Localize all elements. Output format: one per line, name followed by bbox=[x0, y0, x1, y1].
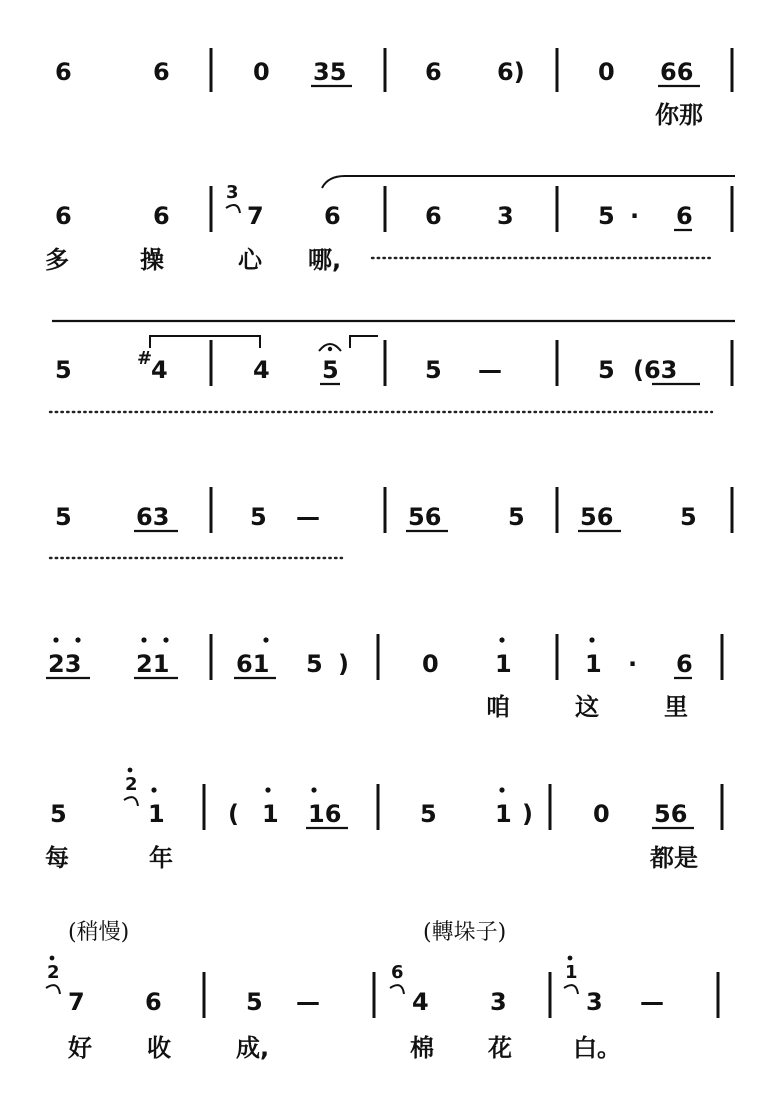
high-octave-dot bbox=[568, 956, 573, 961]
note-pair: 56 bbox=[654, 800, 688, 828]
lyric: 都是 bbox=[650, 844, 698, 872]
note-pair: 21 bbox=[136, 650, 170, 678]
note-pair: 63 bbox=[136, 503, 170, 531]
lyric: 好 bbox=[68, 1034, 92, 1062]
note: 5 bbox=[246, 988, 263, 1016]
high-octave-dot bbox=[589, 637, 594, 642]
lyric: 多 bbox=[45, 246, 69, 274]
note: 3 bbox=[497, 202, 514, 230]
dash: — bbox=[478, 356, 502, 384]
note: 5 bbox=[598, 356, 615, 384]
grace-note: 6 bbox=[391, 962, 404, 983]
dash: — bbox=[296, 503, 320, 531]
dash: — bbox=[640, 988, 664, 1016]
note-pair: 56 bbox=[408, 503, 442, 531]
system-3 bbox=[50, 321, 735, 412]
system-4 bbox=[50, 487, 732, 558]
lyric: 收 bbox=[147, 1034, 171, 1062]
grace-mark bbox=[124, 797, 138, 806]
note: 0 bbox=[422, 650, 439, 678]
lyric: 白。 bbox=[573, 1034, 621, 1062]
note: 1 bbox=[148, 800, 165, 828]
lyric: 年 bbox=[149, 844, 173, 872]
lyric: 哪, bbox=[308, 246, 342, 274]
note: 4 bbox=[412, 988, 429, 1016]
dash: — bbox=[296, 988, 320, 1016]
note: 6) bbox=[497, 58, 525, 86]
dot: · bbox=[628, 650, 638, 678]
note: 0 bbox=[593, 800, 610, 828]
paren: ) bbox=[338, 650, 349, 678]
note: 7 bbox=[247, 202, 264, 230]
grace-mark bbox=[390, 985, 404, 994]
grace-note: 2 bbox=[125, 774, 138, 795]
style-marking: (轉垛子) bbox=[423, 920, 507, 945]
high-octave-dot bbox=[311, 787, 316, 792]
note: 5 bbox=[680, 503, 697, 531]
high-octave-dot bbox=[265, 787, 270, 792]
note: 1 bbox=[495, 800, 512, 828]
lyric: 花 bbox=[488, 1034, 512, 1062]
system-6 bbox=[45, 768, 722, 872]
system-7 bbox=[46, 920, 718, 1062]
lyric: 操 bbox=[140, 246, 164, 274]
note: 6 bbox=[324, 202, 341, 230]
note: 5 bbox=[508, 503, 525, 531]
high-octave-dot bbox=[128, 768, 133, 773]
note: 5 bbox=[50, 800, 67, 828]
tie-bracket bbox=[350, 336, 378, 348]
high-octave-dot bbox=[151, 787, 156, 792]
lyric: 心 bbox=[238, 246, 262, 274]
grace-mark bbox=[46, 985, 60, 994]
note: 0 bbox=[598, 58, 615, 86]
lyric: 每 bbox=[45, 844, 69, 872]
note: 5 bbox=[55, 503, 72, 531]
high-octave-dot bbox=[50, 956, 55, 961]
note: 4 bbox=[253, 356, 270, 384]
note-pair: 16 bbox=[308, 800, 342, 828]
note: 6 bbox=[425, 202, 442, 230]
note-group: (63 bbox=[633, 356, 678, 384]
paren: ) bbox=[522, 800, 533, 828]
note-pair: 56 bbox=[580, 503, 614, 531]
sharp-sign: # bbox=[137, 348, 153, 369]
note: 5 bbox=[425, 356, 442, 384]
high-octave-dot bbox=[163, 637, 168, 642]
tie-bracket bbox=[150, 336, 260, 348]
high-octave-dot bbox=[263, 637, 268, 642]
barline-value bbox=[0, 0, 5, 4]
note-pair: 35 bbox=[313, 58, 347, 86]
note: 6 bbox=[676, 650, 693, 678]
note: 5 bbox=[250, 503, 267, 531]
lyric: 你那 bbox=[655, 101, 703, 129]
note: 5 bbox=[420, 800, 437, 828]
grace-note: 3 bbox=[226, 182, 239, 203]
note: 0 bbox=[253, 58, 270, 86]
high-octave-dot bbox=[141, 637, 146, 642]
note: 5 bbox=[598, 202, 615, 230]
grace-note: 1 bbox=[565, 962, 578, 983]
grace-note: 2 bbox=[47, 962, 60, 983]
lyric: 成, bbox=[236, 1034, 270, 1062]
note: 1 bbox=[585, 650, 602, 678]
grace-mark bbox=[564, 985, 578, 994]
note: 6 bbox=[153, 58, 170, 86]
note-pair: 23 bbox=[48, 650, 82, 678]
high-octave-dot bbox=[75, 637, 80, 642]
note: 6 bbox=[55, 202, 72, 230]
note: 6 bbox=[55, 58, 72, 86]
system-1 bbox=[55, 48, 732, 129]
fermata-dot bbox=[328, 347, 332, 351]
note: 5 bbox=[55, 356, 72, 384]
note: 5 bbox=[322, 356, 339, 384]
lyric: 棉 bbox=[410, 1034, 434, 1062]
high-octave-dot bbox=[53, 637, 58, 642]
note: 4 bbox=[151, 356, 168, 384]
note: 1 bbox=[495, 650, 512, 678]
note: 6 bbox=[153, 202, 170, 230]
system-2 bbox=[45, 176, 735, 274]
grace-mark bbox=[226, 205, 240, 213]
system-5 bbox=[46, 634, 722, 721]
note: 6 bbox=[676, 202, 693, 230]
high-octave-dot bbox=[499, 637, 504, 642]
lyric: 这 bbox=[575, 693, 599, 721]
lyric: 咱 bbox=[486, 693, 510, 721]
note: 7 bbox=[68, 988, 85, 1016]
note: 5 bbox=[306, 650, 323, 678]
dot: · bbox=[630, 202, 640, 230]
note-pair: 61 bbox=[236, 650, 270, 678]
tempo-marking: (稍慢) bbox=[68, 920, 130, 945]
lyric: 里 bbox=[664, 693, 688, 721]
paren: ( bbox=[228, 800, 239, 828]
note: 6 bbox=[145, 988, 162, 1016]
note: 3 bbox=[490, 988, 507, 1016]
note: 1 bbox=[262, 800, 279, 828]
note: 6 bbox=[425, 58, 442, 86]
note: 3 bbox=[586, 988, 603, 1016]
note-pair: 66 bbox=[660, 58, 694, 86]
high-octave-dot bbox=[499, 787, 504, 792]
